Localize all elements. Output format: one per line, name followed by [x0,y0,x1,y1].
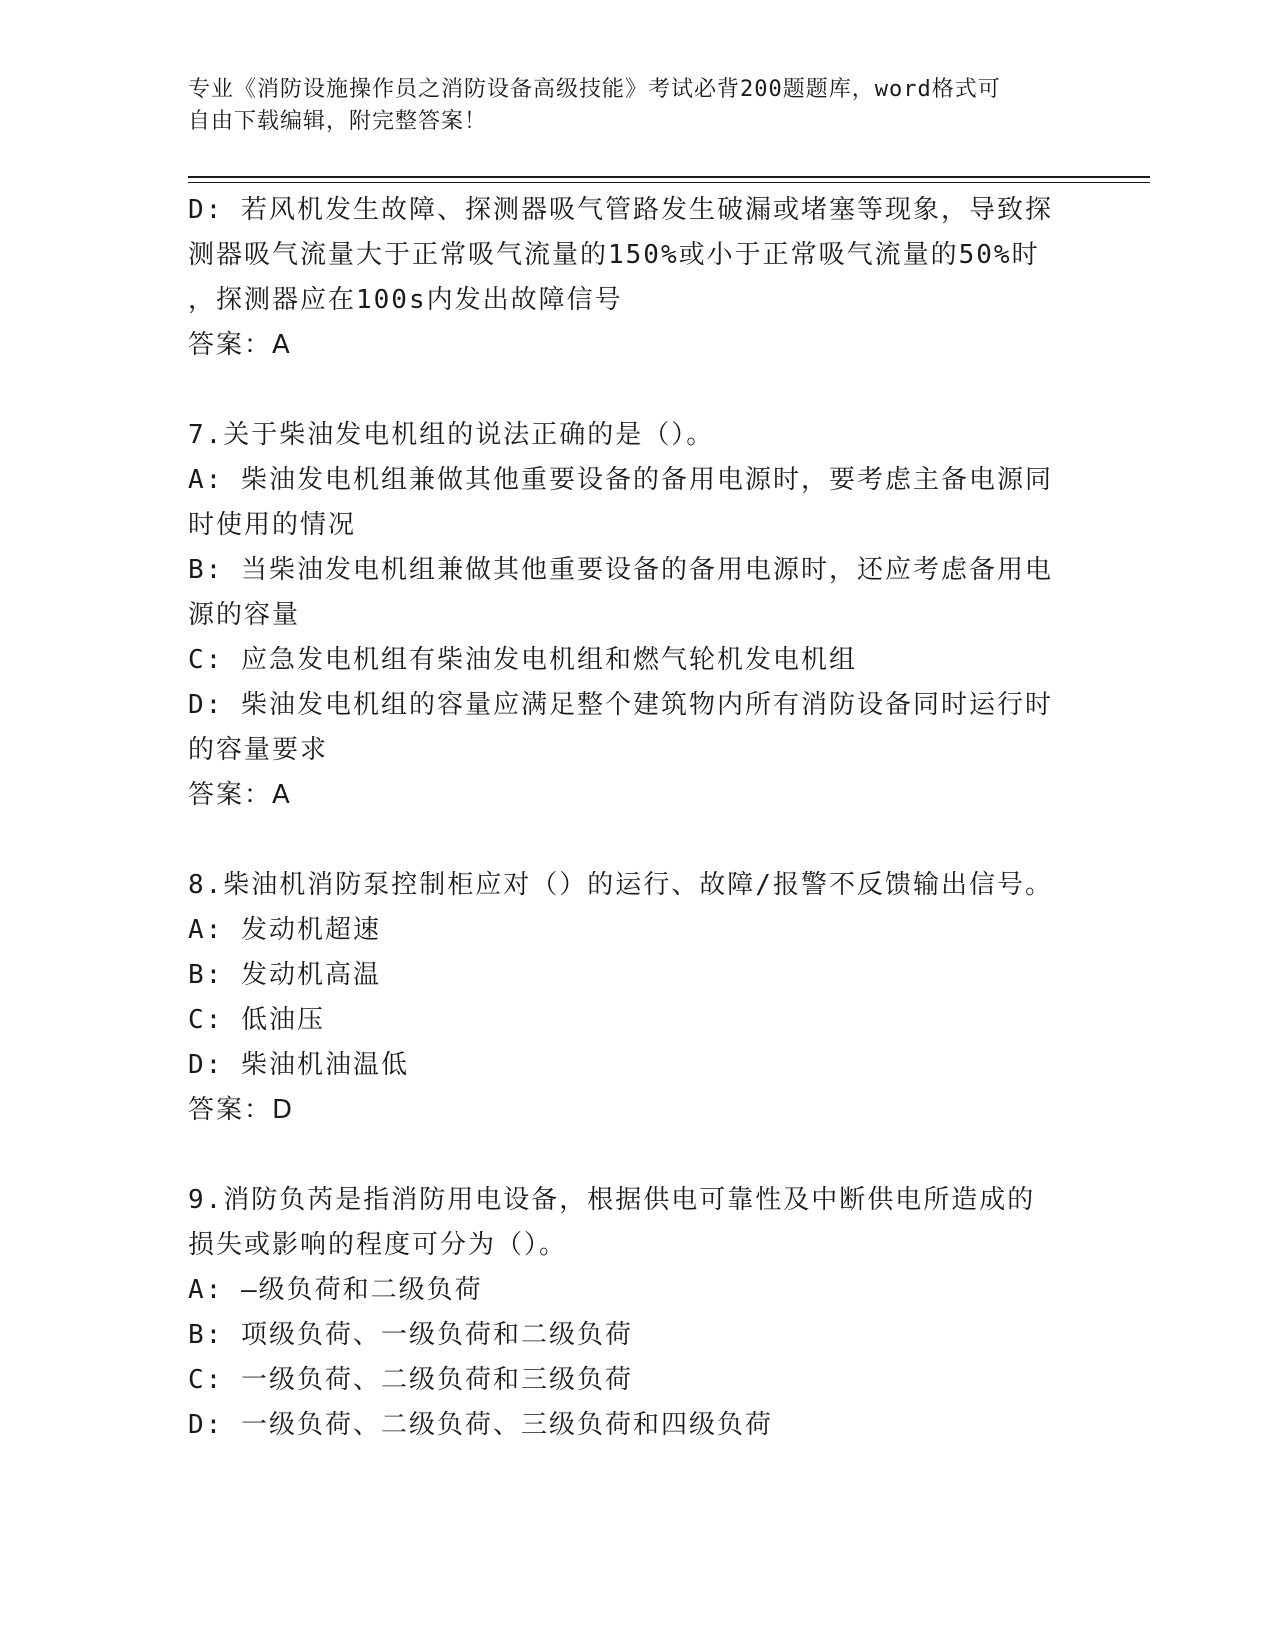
header-divider-thin [188,182,1150,183]
header-title-line-2: 自由下载编辑，附完整答案！ [188,109,488,134]
option-a: A: 发动机超速 [188,915,381,945]
option-c: C: 应急发电机组有柴油发电机组和燃气轮机发电机组 [188,645,857,675]
option-a-line-2: 时使用的情况 [188,510,357,540]
option-d: D: 一级负荷、二级负荷、三级负荷和四级负荷 [188,1410,773,1440]
option-line: ，探测器应在100s内发出故障信号 [188,285,623,315]
option-b-line-1: B: 当柴油发电机组兼做其他重要设备的备用电源时，还应考虑备用电 [188,555,1053,585]
spacer [188,368,1088,413]
option-c: C: 一级负荷、二级负荷和三级负荷 [188,1365,633,1395]
question-content [188,188,1088,1448]
option-line: 测器吸气流量大于正常吸气流量的150%或小于正常吸气流量的50%时 [188,240,1040,270]
answer-line: 答案：A [188,780,292,810]
spacer [188,818,1088,863]
question-7 [188,413,1088,818]
option-b-line-2: 源的容量 [188,600,301,630]
option-a-line-1: A: 柴油发电机组兼做其他重要设备的备用电源时，要考虑主备电源同 [188,465,1053,495]
question-stem-line-1: 9.消防负芮是指消防用电设备，根据供电可靠性及中断供电所造成的 [188,1185,1036,1215]
option-b: B: 发动机高温 [188,960,381,990]
option-a: A: —级负荷和二级负荷 [188,1275,483,1305]
question-stem: 7.关于柴油发电机组的说法正确的是（）。 [188,420,715,450]
option-b: B: 项级负荷、一级负荷和二级负荷 [188,1320,633,1350]
option-d-line-2: 的容量要求 [188,735,329,765]
option-d: D: 柴油机油温低 [188,1050,409,1080]
question-9 [188,1178,1088,1448]
header-divider-thick [188,176,1150,178]
document-header [188,74,1068,138]
answer-line: 答案：D [188,1095,295,1125]
spacer [188,1133,1088,1178]
question-8 [188,863,1088,1133]
previous-question-tail [188,188,1088,368]
option-d-line-1: D: 柴油发电机组的容量应满足整个建筑物内所有消防设备同时运行时 [188,690,1053,720]
question-stem-line-2: 损失或影响的程度可分为（）。 [188,1230,568,1260]
header-title-line-1: 专业《消防设施操作员之消防设备高级技能》考试必背200题题库，word格式可 [188,77,1001,102]
answer-line: 答案：A [188,330,292,360]
option-line: D: 若风机发生故障、探测器吸气管路发生破漏或堵塞等现象，导致探 [188,195,1053,225]
question-stem: 8.柴油机消防泵控制柜应对（）的运行、故障/报警不反馈输出信号。 [188,870,1053,900]
option-c: C: 低油压 [188,1005,325,1035]
